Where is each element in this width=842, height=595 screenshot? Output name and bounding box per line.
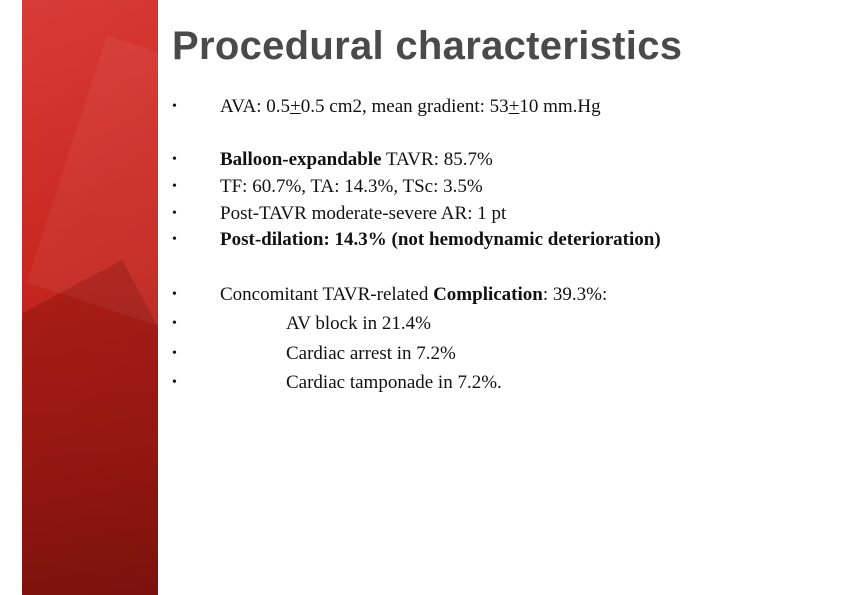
cardiac-tamponade-text: Cardiac tamponade in 7.2%. — [286, 372, 502, 393]
bullet-icon: • — [172, 375, 177, 390]
bullet-icon: • — [172, 99, 177, 114]
bullet-icon: • — [172, 287, 177, 302]
bullet-icon: • — [172, 316, 177, 331]
access-route-text: TF: 60.7%, TA: 14.3%, TSc: 3.5% — [220, 176, 483, 197]
bullet-icon: • — [172, 346, 177, 361]
decorative-side-band — [22, 0, 158, 595]
av-block-text: AV block in 21.4% — [286, 313, 431, 334]
cardiac-arrest-text: Cardiac arrest in 7.2% — [286, 343, 456, 364]
bullet-icon: • — [172, 206, 177, 221]
bullet-icon: • — [172, 232, 177, 247]
slide-title: Procedural characteristics — [172, 24, 683, 68]
ava-gradient-text: AVA: 0.5+0.5 cm2, mean gradient: 53+10 mm.Hg — [220, 96, 601, 117]
post-tavr-ar-text: Post-TAVR moderate-severe AR: 1 pt — [220, 203, 507, 224]
bullet-icon: • — [172, 179, 177, 194]
bullet-icon: • — [172, 152, 177, 167]
complication-text: Concomitant TAVR-related Complication: 39.3%: — [220, 284, 608, 305]
balloon-expandable-text: Balloon-expandable TAVR: 85.7% — [220, 149, 493, 170]
post-dilation-text: Post-dilation: 14.3% (not hemodynamic deterioration) — [220, 229, 661, 250]
